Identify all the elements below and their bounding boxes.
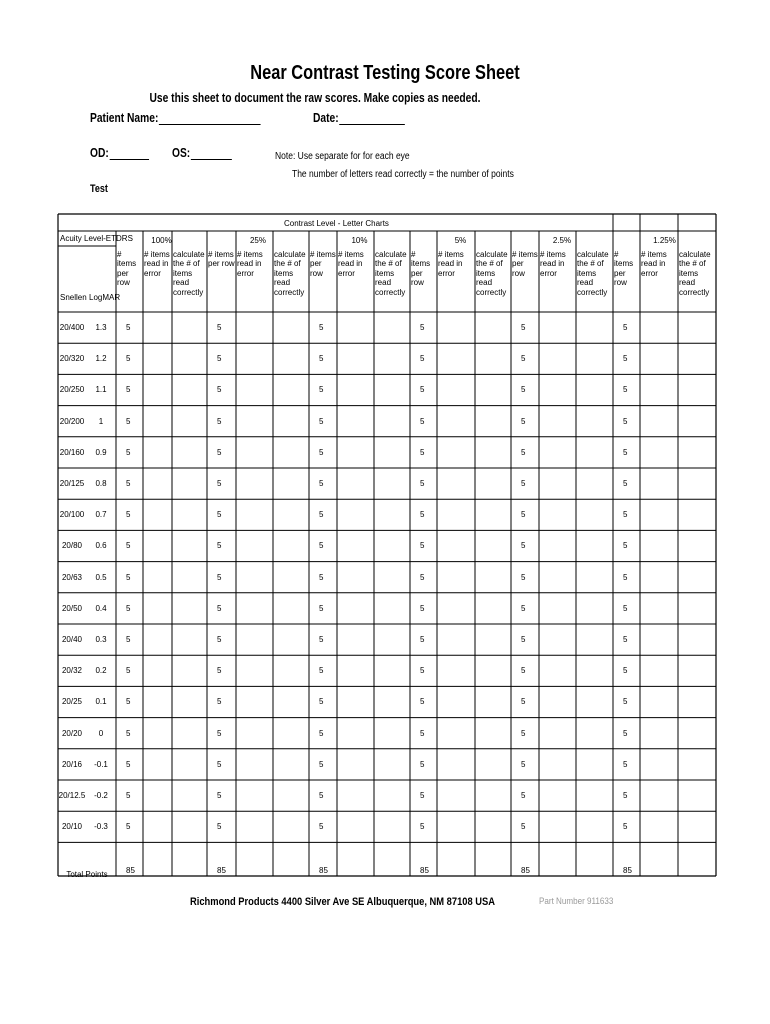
snellen-value: 20/40: [61, 635, 83, 644]
items-per-row-value: 5: [319, 572, 324, 582]
contrast-level-5: 1.25%: [653, 236, 676, 245]
items-per-row-value: 5: [420, 541, 425, 551]
items-per-row-value: 5: [521, 447, 526, 457]
date-label: Date:: [313, 111, 339, 125]
page-title: Near Contrast Testing Score Sheet: [250, 62, 520, 84]
items-per-row-value: 5: [126, 759, 131, 769]
items-per-row-value: 5: [623, 510, 628, 520]
items-per-row-value: 5: [420, 447, 425, 457]
sub-header: calculate the # of items read correctly: [274, 250, 306, 297]
items-per-row-value: 5: [319, 728, 324, 738]
items-per-row-value: 5: [623, 323, 628, 332]
items-per-row-value: 5: [420, 759, 425, 769]
snellen-value: 20/200: [59, 416, 85, 426]
items-per-row-value: 5: [319, 666, 324, 676]
sub-header: # items read in error: [144, 250, 170, 278]
logmar-value: -0.3: [94, 822, 108, 832]
items-per-row-value: 5: [420, 323, 425, 332]
items-per-row-value: 5: [319, 697, 324, 707]
logmar-header: LogMAR: [89, 293, 121, 302]
items-per-row-value: 5: [126, 416, 131, 426]
items-per-row-value: 5: [521, 603, 526, 613]
sub-header: # items per row: [411, 250, 431, 288]
items-per-row-value: 5: [126, 323, 131, 332]
total-points-label: Total Points: [66, 870, 108, 880]
logmar-value: 0.7: [95, 510, 107, 520]
contrast-level-2: 10%: [351, 236, 368, 245]
items-per-row-value: 5: [521, 666, 526, 676]
items-per-row-value: 5: [623, 635, 628, 644]
logmar-value: 0.6: [95, 541, 107, 551]
items-per-row-value: 5: [217, 791, 222, 800]
items-per-row-value: 5: [420, 416, 425, 426]
items-per-row-value: 5: [319, 385, 324, 395]
items-per-row-value: 5: [623, 822, 628, 832]
sub-header: # items per row: [614, 250, 634, 288]
items-per-row-value: 5: [126, 697, 131, 707]
items-per-row-value: 5: [623, 759, 628, 769]
snellen-value: 20/20: [61, 728, 83, 738]
sub-header: calculate the # of items read correctly: [375, 250, 407, 297]
snellen-value: 20/25: [61, 697, 83, 707]
items-per-row-value: 5: [319, 791, 324, 800]
items-per-row-value: 5: [521, 728, 526, 738]
items-per-row-value: 5: [217, 572, 222, 582]
snellen-value: 20/125: [59, 479, 85, 488]
items-per-row-value: 5: [521, 416, 526, 426]
logmar-value: 0: [98, 728, 104, 738]
items-per-row-value: 5: [521, 697, 526, 707]
items-per-row-value: 5: [126, 354, 131, 364]
snellen-value: 20/16: [61, 759, 83, 769]
items-per-row-value: 5: [420, 666, 425, 676]
items-per-row-value: 5: [319, 603, 324, 613]
logmar-value: 1.3: [95, 323, 107, 332]
logmar-value: 0.5: [95, 572, 107, 582]
total-points-value: 85: [420, 866, 429, 876]
items-per-row-value: 5: [217, 728, 222, 738]
note-separate-eye: Note: Use separate for for each eye: [275, 151, 410, 162]
snellen-value: 20/250: [59, 385, 85, 395]
snellen-header: Snellen: [60, 293, 87, 302]
items-per-row-value: 5: [217, 479, 222, 488]
test-label: Test: [90, 183, 108, 195]
logmar-value: 0.1: [95, 697, 107, 707]
items-per-row-value: 5: [521, 572, 526, 582]
snellen-value: 20/400: [59, 323, 85, 332]
snellen-value: 20/80: [61, 541, 83, 551]
items-per-row-value: 5: [420, 791, 425, 800]
items-per-row-value: 5: [623, 791, 628, 800]
contrast-level-3: 5%: [454, 236, 467, 245]
logmar-value: 1.1: [95, 385, 107, 395]
items-per-row-value: 5: [521, 541, 526, 551]
items-per-row-value: 5: [217, 759, 222, 769]
items-per-row-value: 5: [521, 635, 526, 644]
items-per-row-value: 5: [319, 822, 324, 832]
items-per-row-value: 5: [623, 572, 628, 582]
contrast-level-0: 100%: [151, 236, 172, 245]
sub-header: # items read in error: [540, 250, 566, 278]
section-header: Contrast Level - Letter Charts: [284, 219, 389, 228]
items-per-row-value: 5: [623, 447, 628, 457]
items-per-row-value: 5: [521, 323, 526, 332]
sub-header: # items read in error: [338, 250, 364, 278]
logmar-value: 0.2: [95, 666, 107, 676]
logmar-value: 0.9: [95, 447, 107, 457]
logmar-value: 1: [98, 416, 104, 426]
sub-header: # items per row: [512, 250, 538, 278]
logmar-value: -0.2: [94, 791, 108, 800]
items-per-row-value: 5: [126, 635, 131, 644]
items-per-row-value: 5: [623, 385, 628, 395]
items-per-row-value: 5: [126, 822, 131, 832]
items-per-row-value: 5: [623, 354, 628, 364]
snellen-value: 20/12.5: [58, 791, 86, 800]
total-points-value: 85: [217, 866, 226, 876]
footer-address: Richmond Products 4400 Silver Ave SE Albuquerque, NM 87108 USA: [190, 896, 496, 908]
items-per-row-value: 5: [126, 447, 131, 457]
sub-header: # items per row: [310, 250, 336, 278]
sub-header: calculate the # of items read correctly: [577, 250, 609, 297]
items-per-row-value: 5: [217, 666, 222, 676]
items-per-row-value: 5: [126, 541, 131, 551]
logmar-value: 1.2: [95, 354, 107, 364]
items-per-row-value: 5: [319, 759, 324, 769]
items-per-row-value: 5: [420, 354, 425, 364]
items-per-row-value: 5: [217, 510, 222, 520]
sub-header: # items read in error: [438, 250, 464, 278]
contrast-level-1: 25%: [249, 236, 266, 245]
items-per-row-value: 5: [521, 822, 526, 832]
patient-name-label: Patient Name:: [90, 111, 159, 125]
items-per-row-value: 5: [126, 791, 131, 800]
items-per-row-value: 5: [217, 323, 222, 332]
items-per-row-value: 5: [521, 385, 526, 395]
sub-header: # items per row: [117, 250, 137, 288]
items-per-row-value: 5: [319, 416, 324, 426]
sub-header: # items per row: [208, 250, 235, 269]
sub-header: # items read in error: [641, 250, 667, 278]
items-per-row-value: 5: [623, 697, 628, 707]
items-per-row-value: 5: [319, 635, 324, 644]
items-per-row-value: 5: [521, 791, 526, 800]
items-per-row-value: 5: [126, 666, 131, 676]
acuity-header: Acuity Level-ETDRS: [60, 234, 133, 243]
items-per-row-value: 5: [217, 385, 222, 395]
snellen-value: 20/63: [61, 572, 83, 582]
items-per-row-value: 5: [217, 635, 222, 644]
items-per-row-value: 5: [623, 603, 628, 613]
items-per-row-value: 5: [623, 666, 628, 676]
items-per-row-value: 5: [420, 479, 425, 488]
os-label: OS:: [172, 146, 191, 160]
items-per-row-value: 5: [126, 385, 131, 395]
items-per-row-value: 5: [217, 697, 222, 707]
items-per-row-value: 5: [420, 822, 425, 832]
snellen-value: 20/320: [59, 354, 85, 364]
items-per-row-value: 5: [420, 603, 425, 613]
items-per-row-value: 5: [126, 603, 131, 613]
snellen-value: 20/100: [59, 510, 85, 520]
items-per-row-value: 5: [217, 541, 222, 551]
items-per-row-value: 5: [217, 416, 222, 426]
snellen-value: 20/50: [61, 603, 83, 613]
items-per-row-value: 5: [420, 385, 425, 395]
items-per-row-value: 5: [420, 635, 425, 644]
part-number: Part Number 911633: [539, 896, 614, 907]
total-points-value: 85: [319, 866, 328, 876]
contrast-level-4: 2.5%: [552, 236, 572, 245]
od-label: OD:: [90, 146, 109, 160]
items-per-row-value: 5: [521, 479, 526, 488]
logmar-value: 0.3: [95, 635, 107, 644]
items-per-row-value: 5: [319, 323, 324, 332]
items-per-row-value: 5: [420, 572, 425, 582]
items-per-row-value: 5: [217, 354, 222, 364]
items-per-row-value: 5: [521, 759, 526, 769]
total-points-value: 85: [126, 866, 135, 876]
note-points: The number of letters read correctly = the number of points: [292, 169, 514, 180]
items-per-row-value: 5: [420, 510, 425, 520]
sub-header: calculate the # of items read correctly: [679, 250, 711, 297]
items-per-row-value: 5: [521, 354, 526, 364]
snellen-value: 20/10: [61, 822, 83, 832]
items-per-row-value: 5: [319, 541, 324, 551]
items-per-row-value: 5: [420, 697, 425, 707]
items-per-row-value: 5: [217, 603, 222, 613]
total-points-value: 85: [623, 866, 632, 876]
items-per-row-value: 5: [521, 510, 526, 520]
items-per-row-value: 5: [126, 572, 131, 582]
sub-header: calculate the # of items read correctly: [173, 250, 205, 297]
items-per-row-value: 5: [319, 447, 324, 457]
sub-header: calculate the # of items read correctly: [476, 250, 508, 297]
items-per-row-value: 5: [319, 479, 324, 488]
items-per-row-value: 5: [420, 728, 425, 738]
snellen-value: 20/32: [61, 666, 83, 676]
items-per-row-value: 5: [319, 354, 324, 364]
sub-header: # items read in error: [237, 250, 263, 278]
items-per-row-value: 5: [623, 541, 628, 551]
items-per-row-value: 5: [217, 447, 222, 457]
total-points-value: 85: [521, 866, 530, 876]
items-per-row-value: 5: [623, 416, 628, 426]
items-per-row-value: 5: [126, 479, 131, 488]
items-per-row-value: 5: [217, 822, 222, 832]
page-subtitle: Use this sheet to document the raw scores. Make copies as needed.: [149, 91, 481, 105]
items-per-row-value: 5: [623, 728, 628, 738]
items-per-row-value: 5: [126, 728, 131, 738]
logmar-value: -0.1: [94, 759, 108, 769]
logmar-value: 0.4: [95, 603, 107, 613]
logmar-value: 0.8: [95, 479, 107, 488]
items-per-row-value: 5: [623, 479, 628, 488]
items-per-row-value: 5: [126, 510, 131, 520]
items-per-row-value: 5: [319, 510, 324, 520]
snellen-value: 20/160: [59, 447, 85, 457]
